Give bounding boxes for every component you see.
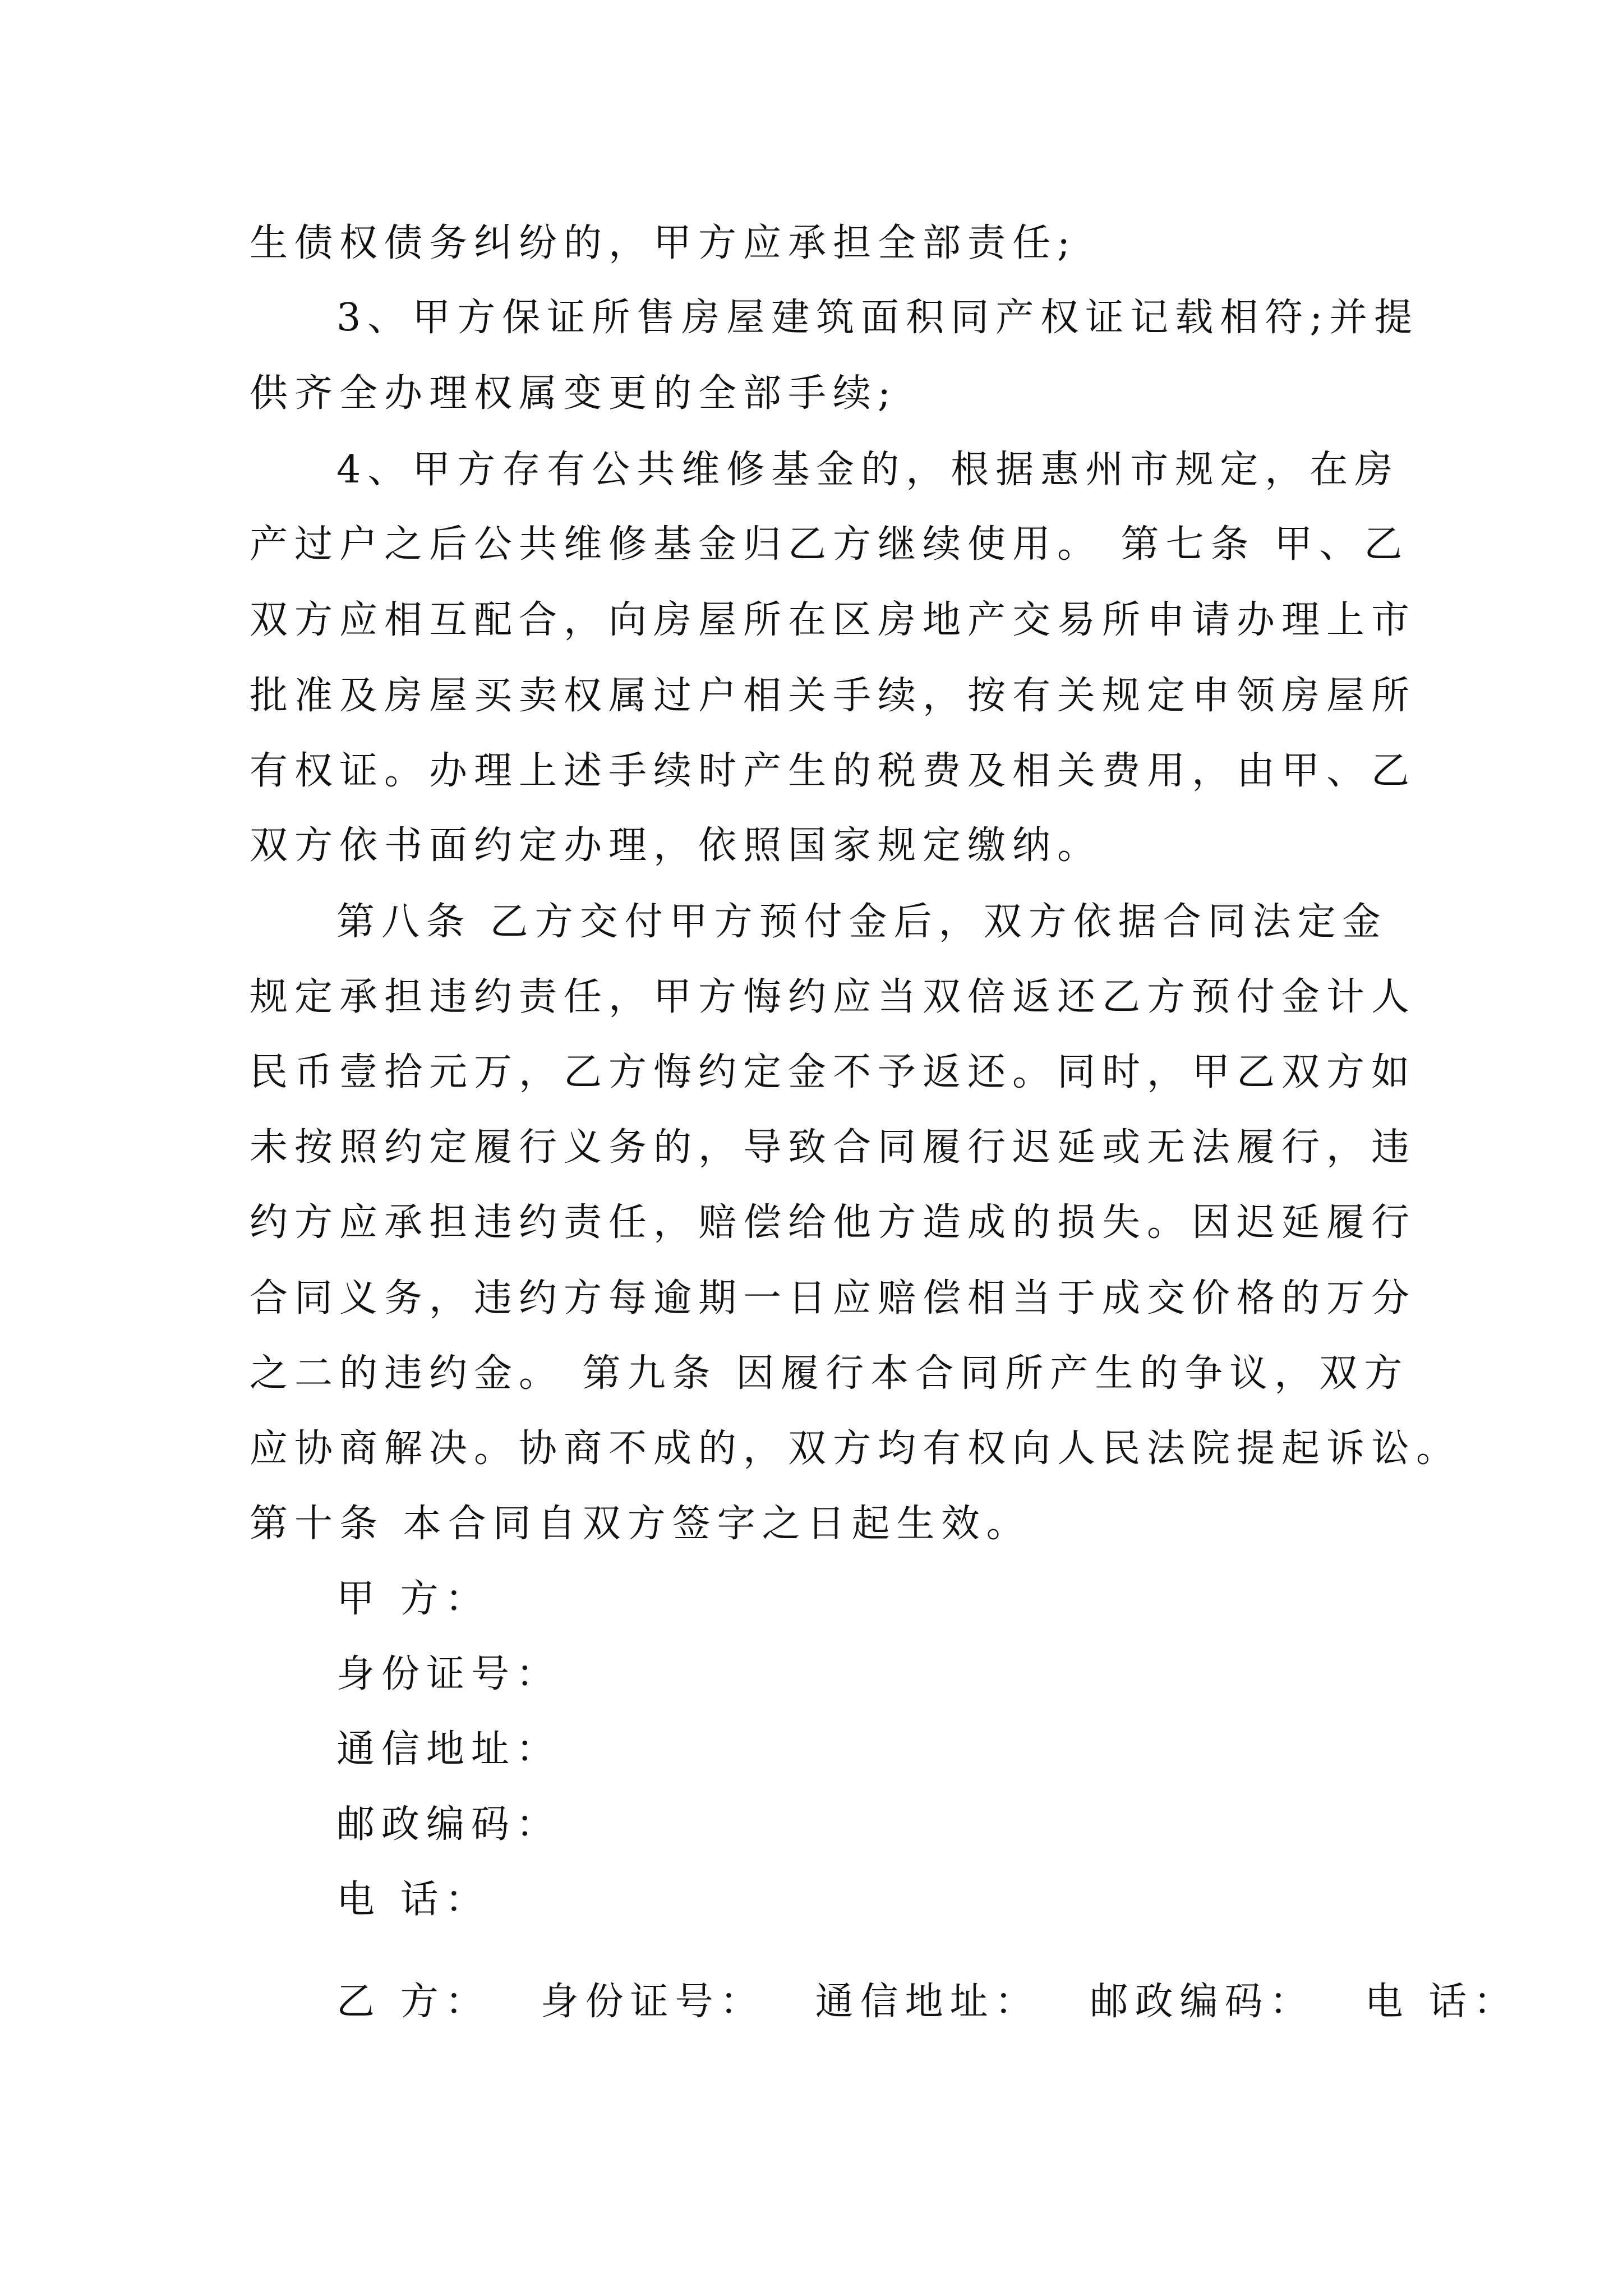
body-line-7: 批准及房屋买卖权属过户相关手续，按有关规定申领房屋所 [250, 674, 1417, 718]
party-a-postcode-label: 邮政编码： [336, 1802, 561, 1847]
body-line-15: 合同义务，违约方每逾期一日应赔偿相当于成交价格的万分 [250, 1276, 1417, 1320]
body-line-12: 民币壹拾元万，乙方悔约定金不予返还。同时，甲乙双方如 [250, 1050, 1417, 1094]
party-a-id-label: 身份证号： [336, 1652, 561, 1696]
body-line-3: 供齐全办理权属变更的全部手续; [250, 371, 897, 416]
party-b-address-label: 通信地址： [815, 1980, 1040, 2024]
party-a-phone-label: 电 话： [336, 1878, 490, 1922]
body-line-5: 产过户之后公共维修基金归乙方继续使用。 第七条 甲、乙 [250, 522, 1409, 567]
body-line-8: 有权证。办理上述手续时产生的税费及相关费用，由甲、乙 [250, 749, 1417, 793]
body-line-2: 3、甲方保证所售房屋建筑面积同产权证记载相符;并提 [336, 296, 1419, 340]
body-line-6: 双方应相互配合，向房屋所在区房地产交易所申请办理上市 [250, 598, 1417, 642]
body-line-18: 第十条 本合同自双方签字之日起生效。 [250, 1502, 1031, 1546]
party-b-id-label: 身份证号： [540, 1980, 765, 2024]
party-a-address-label: 通信地址： [336, 1727, 561, 1772]
body-line-10: 第八条 乙方交付甲方预付金后，双方依据合同法定金 [336, 900, 1387, 944]
body-line-17: 应协商解决。协商不成的，双方均有权向人民法院提起诉讼。 [250, 1427, 1461, 1471]
party-a-name-label: 甲 方： [336, 1577, 490, 1621]
party-b-signature-row [336, 1980, 1519, 2024]
party-b-name-label: 乙 方： [336, 1980, 490, 2024]
body-line-16: 之二的违约金。 第九条 因履行本合同所产生的争议，双方 [250, 1351, 1409, 1396]
body-line-1: 生债权债务纠纷的，甲方应承担全部责任; [250, 221, 1077, 265]
party-b-postcode-label: 邮政编码： [1090, 1980, 1315, 2024]
body-line-13: 未按照约定履行义务的，导致合同履行迟延或无法履行，违 [250, 1125, 1417, 1170]
body-line-9: 双方依书面约定办理，依照国家规定缴纳。 [250, 823, 1103, 868]
body-line-4: 4、甲方存有公共维修基金的，根据惠州市规定，在房 [336, 448, 1400, 492]
body-line-11: 规定承担违约责任，甲方悔约应当双倍返还乙方预付金计人 [250, 975, 1417, 1019]
body-line-14: 约方应承担违约责任，赔偿给他方造成的损失。因迟延履行 [250, 1200, 1417, 1245]
party-b-phone-label: 电 话： [1364, 1980, 1519, 2024]
